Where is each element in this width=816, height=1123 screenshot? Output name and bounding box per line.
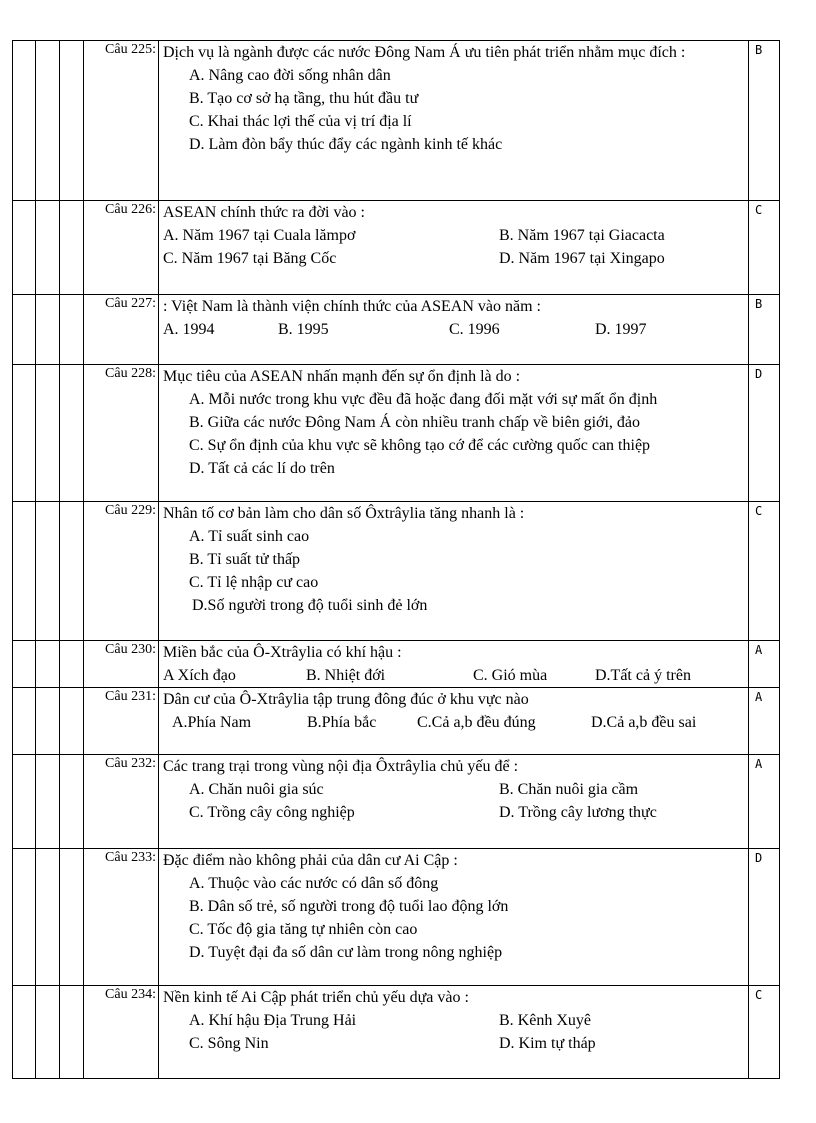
question-cell — [159, 295, 749, 365]
question-text: Dân cư của Ô-Xtrâylia tập trung đông đúc ở khu vực nào — [163, 691, 529, 708]
option-c: C. 1996 — [449, 321, 500, 338]
question-number: Câu 229: — [84, 502, 159, 641]
table-row — [13, 986, 780, 1079]
option-c: C. Tỉ lệ nhập cư cao — [189, 574, 319, 591]
option-d: D. Tuyệt đại đa số dân cư làm trong nông nghiệp — [189, 944, 503, 961]
option-b: B. Chăn nuôi gia cầm — [499, 781, 639, 798]
question-cell — [159, 41, 749, 201]
option-a: A.Phía Nam — [172, 714, 252, 731]
question-text: Đặc điểm nào không phải của dân cư Ai Cập : — [163, 852, 458, 869]
question-cell — [159, 849, 749, 986]
question-number: Câu 226: — [84, 201, 159, 295]
table-row — [13, 849, 780, 986]
question-cell — [159, 201, 749, 295]
answer-key: C — [749, 201, 780, 295]
option-b: B. Nhiệt đới — [306, 667, 386, 684]
question-table — [12, 40, 780, 1079]
option-d: D. Trồng cây lương thực — [499, 804, 657, 821]
question-text: Các trang trại trong vùng nội địa Ôxtrâylia chủ yếu để : — [163, 758, 519, 775]
option-b: B. Giữa các nước Đông Nam Á còn nhiều tranh chấp về biên giới, đảo — [189, 414, 641, 431]
option-d: D. Năm 1967 tại Xingapo — [499, 250, 665, 267]
question-cell — [159, 755, 749, 849]
question-number: Câu 232: — [84, 755, 159, 849]
question-text: Miền bắc của Ô-Xtrâylia có khí hậu : — [163, 644, 402, 661]
option-b: B. Kênh Xuyê — [499, 1012, 591, 1029]
option-c: C. Sông Nin — [189, 1035, 269, 1052]
question-cell — [159, 986, 749, 1079]
option-a: A. 1994 — [163, 321, 215, 338]
option-c: C. Sự ổn định của khu vực sẽ không tạo cớ để các cường quốc can thiệp — [189, 437, 651, 454]
answer-key: A — [749, 688, 780, 755]
option-d: D.Tất cả ý trên — [595, 667, 691, 684]
question-cell — [159, 688, 749, 755]
option-c: C. Tốc độ gia tăng tự nhiên còn cao — [189, 921, 418, 938]
option-a: A. Thuộc vào các nước có dân số đông — [189, 875, 439, 892]
question-number: Câu 231: — [84, 688, 159, 755]
option-d: D. 1997 — [595, 321, 647, 338]
option-d: D. Tất cả các lí do trên — [189, 460, 335, 477]
answer-key: A — [749, 641, 780, 688]
table-row — [13, 755, 780, 849]
option-a: A. Tỉ suất sinh cao — [189, 528, 310, 545]
answer-key: B — [749, 41, 780, 201]
answer-key: A — [749, 755, 780, 849]
question-number: Câu 225: — [84, 41, 159, 201]
option-d: D.Cả a,b đều sai — [591, 714, 697, 731]
option-a: A. Năm 1967 tại Cuala lămpơ — [163, 227, 356, 244]
option-b: B. 1995 — [278, 321, 329, 338]
option-c: C. Trồng cây công nghiệp — [189, 804, 355, 821]
option-a: A. Khí hậu Địa Trung Hải — [189, 1012, 357, 1029]
option-c: C. Khai thác lợi thế của vị trí địa lí — [189, 113, 412, 130]
table-row — [13, 41, 780, 201]
answer-key: D — [749, 849, 780, 986]
table-row — [13, 641, 780, 688]
option-c: C. Gió mùa — [473, 667, 548, 684]
question-cell — [159, 641, 749, 688]
table-row — [13, 688, 780, 755]
option-c: C.Cả a,b đều đúng — [417, 714, 536, 731]
question-text: Dịch vụ là ngành được các nước Đông Nam Á ưu tiên phát triển nhằm mục đích : — [163, 44, 686, 61]
option-b: B.Phía bắc — [307, 714, 377, 731]
table-row — [13, 201, 780, 295]
option-c: C. Năm 1967 tại Băng Cốc — [163, 250, 337, 267]
answer-key: B — [749, 295, 780, 365]
question-number: Câu 228: — [84, 365, 159, 502]
answer-key: C — [749, 986, 780, 1079]
question-cell — [159, 502, 749, 641]
table-row — [13, 502, 780, 641]
option-b: B. Dân số trẻ, số người trong độ tuổi lao động lớn — [189, 898, 509, 915]
option-a: A. Chăn nuôi gia súc — [189, 781, 324, 798]
question-number: Câu 230: — [84, 641, 159, 688]
question-cell — [159, 365, 749, 502]
option-a: A Xích đạo — [163, 667, 236, 684]
question-text: Nhân tố cơ bản làm cho dân số Ôxtrâylia tăng nhanh là : — [163, 505, 525, 522]
option-a: A. Nâng cao đời sống nhân dân — [189, 67, 391, 84]
answer-key: D — [749, 365, 780, 502]
question-text: ASEAN chính thức ra đời vào : — [163, 204, 365, 221]
option-b: B. Tỉ suất tử thấp — [189, 551, 301, 568]
question-number: Câu 233: — [84, 849, 159, 986]
answer-key: C — [749, 502, 780, 641]
option-b: B. Năm 1967 tại Giacacta — [499, 227, 665, 244]
question-text: : Việt Nam là thành viện chính thức của ASEAN vào năm : — [163, 298, 541, 315]
option-a: A. Mỗi nước trong khu vực đều đã hoặc đang đối mặt với sự mất ổn định — [189, 391, 658, 408]
table-row — [13, 295, 780, 365]
table-row — [13, 365, 780, 502]
question-number: Câu 234: — [84, 986, 159, 1079]
option-b: B. Tạo cơ sở hạ tầng, thu hút đầu tư — [189, 90, 419, 107]
option-d: D.Số người trong độ tuổi sinh đẻ lớn — [192, 597, 428, 614]
option-d: D. Kim tự tháp — [499, 1035, 596, 1052]
question-number: Câu 227: — [84, 295, 159, 365]
option-d: D. Làm đòn bẩy thúc đẩy các ngành kinh tế khác — [189, 136, 503, 153]
question-text: Mục tiêu của ASEAN nhấn mạnh đến sự ổn định là do : — [163, 368, 521, 385]
question-text: Nền kinh tế Ai Cập phát triển chủ yếu dựa vào : — [163, 989, 469, 1006]
